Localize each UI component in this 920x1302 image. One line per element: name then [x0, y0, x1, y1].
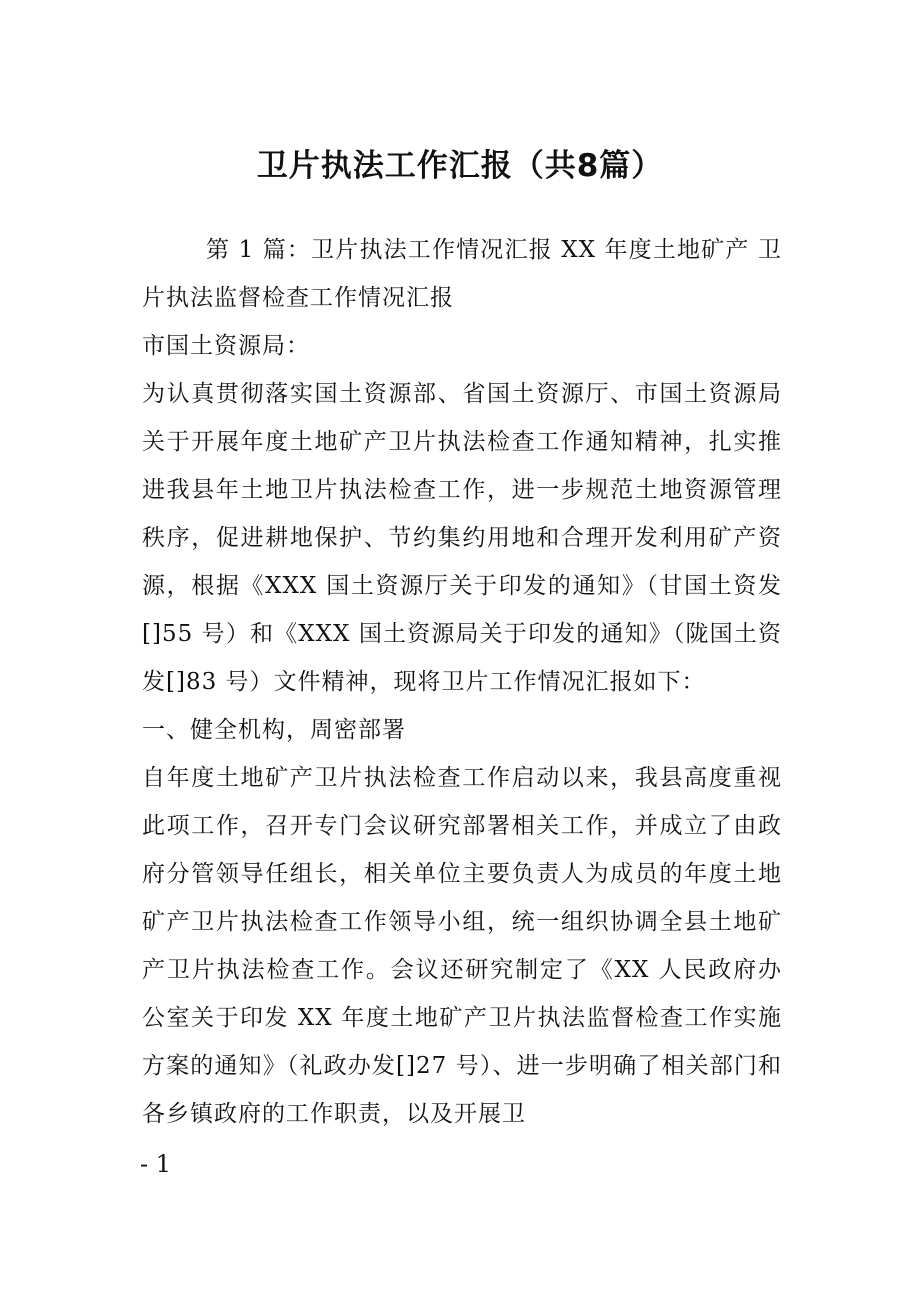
- document-body: [142, 226, 782, 1138]
- recipient-line: 市国土资源局：: [142, 333, 310, 359]
- document-title: 卫片执法工作汇报（共8篇）: [256, 148, 664, 184]
- intro-paragraph: 为认真贯彻落实国土资源部、省国土资源厅、市国土资源局关于开展年度土地矿产卫片执法检查工作通知精神，扎实推进我县年土地卫片执法检查工作，进一步规范土地资源管理秩序，促进耕地保护、节约集约用地和合理开发利用矿产资源，根据《XXX 国土资源厅关于印发的通知》（甘国土资发[]55 号）和《XXX 国土资源局关于印发的通知》（陇国土资发[]83 号）文件精神，现将卫片工作情况汇报如下：: [142, 381, 782, 695]
- section-heading: 一、健全机构，周密部署: [142, 717, 406, 743]
- page-number: - 1: [140, 1150, 172, 1178]
- article-heading: 第 1 篇：卫片执法工作情况汇报 XX 年度土地矿产 卫片执法监督检查工作情况汇报: [142, 237, 782, 311]
- section-paragraph: 自年度土地矿产卫片执法检查工作启动以来，我县高度重视此项工作，召开专门会议研究部署相关工作，并成立了由政府分管领导任组长，相关单位主要负责人为成员的年度土地矿产卫片执法检查工作领导小组，统一组织协调全县土地矿产卫片执法检查工作。会议还研究制定了《XX 人民政府办公室关于印发 XX 年度土地矿产卫片执法监督检查工作实施方案的通知》（礼政办发[]27 号）、进一步明确了相关部门和各乡镇政府的工作职责，以及开展卫: [142, 765, 782, 1127]
